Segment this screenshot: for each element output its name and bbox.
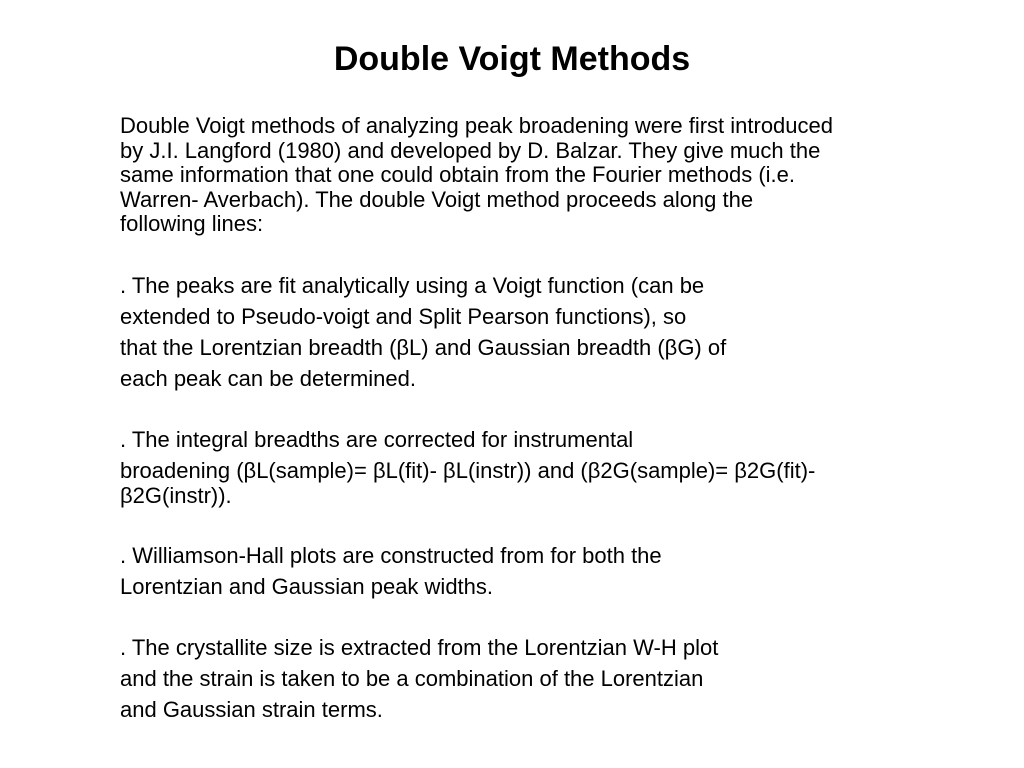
step-line: broadening (βL(sample)= βL(fit)- βL(instr)) and (β2G(sample)= β2G(fit)-	[120, 458, 816, 483]
step-line: . The peaks are fit analytically using a Voigt function (can be	[120, 273, 705, 298]
step-line: that the Lorentzian breadth (βL) and Gaussian breadth (βG) of	[120, 335, 727, 360]
step-line: and the strain is taken to be a combination of the Lorentzian	[120, 666, 704, 691]
slide-title: Double Voigt Methods	[333, 40, 691, 78]
step-line: extended to Pseudo-voigt and Split Pearson functions), so	[120, 304, 687, 329]
step-line: . Williamson-Hall plots are constructed from for both the	[120, 543, 662, 568]
step-line: and Gaussian strain terms.	[120, 697, 383, 722]
intro-line: Warren- Averbach). The double Voigt method proceeds along the	[120, 187, 754, 212]
step-line: . The crystallite size is extracted from the Lorentzian W-H plot	[120, 635, 719, 660]
intro-line: by J.I. Langford (1980) and developed by D. Balzar. They give much the	[120, 138, 821, 163]
intro-line: Double Voigt methods of analyzing peak broadening were first introduced	[120, 113, 834, 138]
step-line: β2G(instr)).	[120, 483, 232, 508]
step-line: each peak can be determined.	[120, 366, 416, 391]
intro-line: following lines:	[120, 211, 264, 236]
step-line: . The integral breadths are corrected for instrumental	[120, 427, 634, 452]
step-line: Lorentzian and Gaussian peak widths.	[120, 574, 494, 599]
intro-line: same information that one could obtain from the Fourier methods (i.e.	[120, 162, 796, 187]
